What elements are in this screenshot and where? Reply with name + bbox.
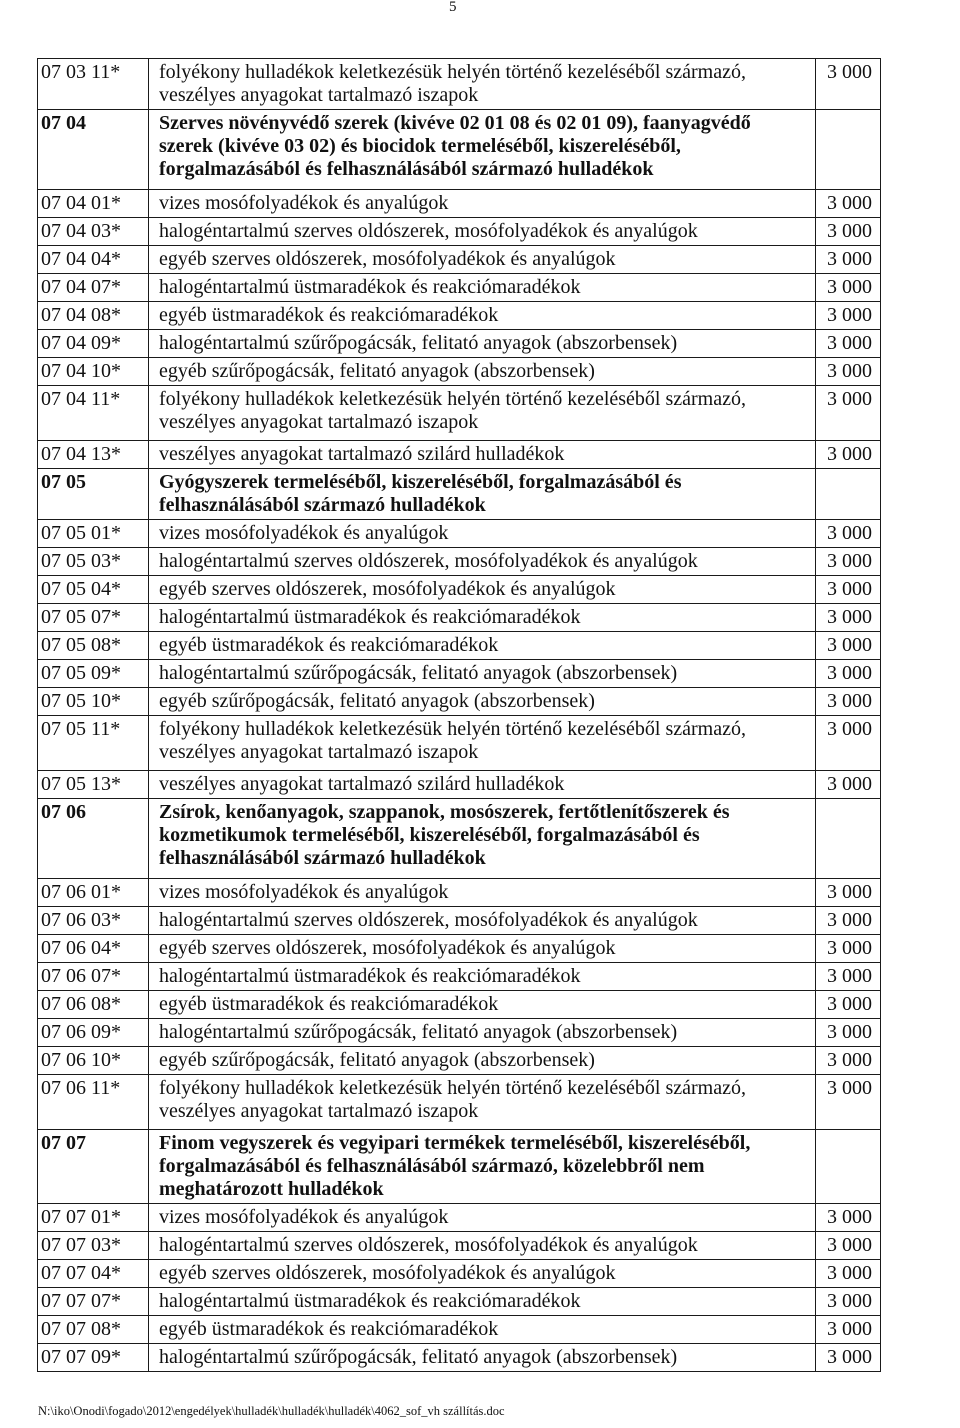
description: [149, 963, 816, 991]
category-code: 07 04: [38, 110, 149, 190]
table-row: [38, 520, 881, 548]
description: [149, 1316, 816, 1344]
description: [149, 274, 816, 302]
quantity: 3 000: [816, 771, 881, 799]
description-line: folyékony hulladékok keletkezésük helyén történő kezeléséből származó,: [159, 718, 746, 740]
table-row: [38, 1316, 881, 1344]
table-row: [38, 991, 881, 1019]
waste-code: 07 06 01*: [38, 879, 149, 907]
quantity: 3 000: [816, 548, 881, 576]
category-row: [38, 799, 881, 879]
waste-code: 07 07 01*: [38, 1204, 149, 1232]
description: [149, 1019, 816, 1047]
table-row: [38, 386, 881, 441]
description: [149, 688, 816, 716]
description-line: halogéntartalmú szűrőpogácsák, felitató anyagok (abszorbensek): [159, 662, 678, 684]
quantity: 3 000: [816, 59, 881, 110]
quantity: [816, 469, 881, 520]
quantity: 3 000: [816, 935, 881, 963]
description-line: egyéb üstmaradékok és reakciómaradékok: [159, 634, 499, 656]
quantity: 3 000: [816, 1288, 881, 1316]
table-row: [38, 1232, 881, 1260]
waste-code: 07 05 11*: [38, 716, 149, 771]
quantity: 3 000: [816, 330, 881, 358]
quantity: 3 000: [816, 1316, 881, 1344]
description-line: halogéntartalmú szűrőpogácsák, felitató anyagok (abszorbensek): [159, 1021, 678, 1043]
description-line: egyéb szűrőpogácsák, felitató anyagok (abszorbensek): [159, 360, 595, 382]
table-row: [38, 441, 881, 469]
table-row: [38, 688, 881, 716]
description: [149, 1288, 816, 1316]
waste-code: 07 06 08*: [38, 991, 149, 1019]
table-row: [38, 1019, 881, 1047]
description-line: folyékony hulladékok keletkezésük helyén történő kezeléséből származó,: [159, 388, 746, 410]
waste-code: 07 07 03*: [38, 1232, 149, 1260]
waste-code: 07 04 10*: [38, 358, 149, 386]
waste-code: 07 06 04*: [38, 935, 149, 963]
quantity: 3 000: [816, 520, 881, 548]
waste-code: 07 04 09*: [38, 330, 149, 358]
waste-code: 07 05 08*: [38, 632, 149, 660]
table-row: [38, 716, 881, 771]
table-row: [38, 190, 881, 218]
quantity: 3 000: [816, 218, 881, 246]
category-title-line: Gyógyszerek termeléséből, kiszereléséből, forgalmazásából és: [159, 471, 682, 493]
description: [149, 330, 816, 358]
description-line: halogéntartalmú szűrőpogácsák, felitató anyagok (abszorbensek): [159, 1346, 678, 1368]
quantity: 3 000: [816, 576, 881, 604]
description-line: vizes mosófolyadékok és anyalúgok: [159, 192, 449, 214]
description-line: egyéb üstmaradékok és reakciómaradékok: [159, 993, 499, 1015]
waste-code: 07 06 09*: [38, 1019, 149, 1047]
description: [149, 716, 816, 771]
waste-code: 07 05 04*: [38, 576, 149, 604]
table-row: [38, 302, 881, 330]
table-row: [38, 879, 881, 907]
description-line: halogéntartalmú üstmaradékok és reakciómaradékok: [159, 965, 581, 987]
category-row: [38, 469, 881, 520]
category-title-line: Finom vegyszerek és vegyipari termékek termeléséből, kiszereléséből,: [159, 1132, 751, 1154]
description: [149, 1260, 816, 1288]
quantity: 3 000: [816, 879, 881, 907]
category-title-line: forgalmazásából és felhasználásából származó hulladékok: [159, 158, 654, 180]
quantity: [816, 799, 881, 879]
quantity: 3 000: [816, 1019, 881, 1047]
quantity: [816, 110, 881, 190]
waste-code: 07 05 10*: [38, 688, 149, 716]
waste-code: 07 05 07*: [38, 604, 149, 632]
description-line: egyéb szerves oldószerek, mosófolyadékok és anyalúgok: [159, 248, 616, 270]
quantity: 3 000: [816, 1232, 881, 1260]
table-row: [38, 218, 881, 246]
waste-code: 07 05 09*: [38, 660, 149, 688]
description-line: folyékony hulladékok keletkezésük helyén történő kezeléséből származó,: [159, 61, 746, 83]
quantity: 3 000: [816, 604, 881, 632]
waste-code: 07 06 03*: [38, 907, 149, 935]
description: [149, 632, 816, 660]
quantity: 3 000: [816, 1047, 881, 1075]
quantity: 3 000: [816, 632, 881, 660]
waste-code: 07 04 13*: [38, 441, 149, 469]
quantity: 3 000: [816, 991, 881, 1019]
table-row: [38, 576, 881, 604]
description: [149, 771, 816, 799]
quantity: 3 000: [816, 274, 881, 302]
description-line: vizes mosófolyadékok és anyalúgok: [159, 522, 449, 544]
description-line: vizes mosófolyadékok és anyalúgok: [159, 1206, 449, 1228]
table-row: [38, 358, 881, 386]
category-title-line: kozmetikumok termeléséből, kiszereléséből, forgalmazásából és: [159, 824, 700, 846]
description: [149, 1047, 816, 1075]
table-row: [38, 330, 881, 358]
table-row: [38, 1075, 881, 1130]
waste-code: 07 04 03*: [38, 218, 149, 246]
table-row: [38, 771, 881, 799]
quantity: 3 000: [816, 660, 881, 688]
description-line: egyéb szerves oldószerek, mosófolyadékok és anyalúgok: [159, 578, 616, 600]
description: [149, 879, 816, 907]
quantity: 3 000: [816, 1204, 881, 1232]
category-title: [149, 1130, 816, 1204]
quantity: 3 000: [816, 1075, 881, 1130]
waste-code: 07 03 11*: [38, 59, 149, 110]
description: [149, 59, 816, 110]
description-line: egyéb üstmaradékok és reakciómaradékok: [159, 304, 499, 326]
table-row: [38, 1260, 881, 1288]
table-row: [38, 1047, 881, 1075]
waste-code: 07 04 07*: [38, 274, 149, 302]
category-title: [149, 469, 816, 520]
category-title-line: szerek (kivéve 03 02) és biocidok termeléséből, kiszereléséből,: [159, 135, 681, 157]
description: [149, 1344, 816, 1372]
waste-code: 07 06 10*: [38, 1047, 149, 1075]
file-path-footer: N:\iko\Onodi\fogado\2012\engedélyek\hulladék\hulladék\hulladék\4062_sof_vh szállítás.doc: [38, 1404, 505, 1418]
category-title-line: felhasználásából származó hulladékok: [159, 847, 486, 869]
table-row: [38, 660, 881, 688]
description-line: halogéntartalmú üstmaradékok és reakciómaradékok: [159, 606, 581, 628]
waste-code: 07 07 07*: [38, 1288, 149, 1316]
description-line: egyéb szerves oldószerek, mosófolyadékok és anyalúgok: [159, 937, 616, 959]
quantity: 3 000: [816, 1260, 881, 1288]
category-title-line: forgalmazásából és felhasználásából származó, közelebbről nem: [159, 1155, 705, 1177]
table-row: [38, 548, 881, 576]
table-row: [38, 59, 881, 110]
waste-code: 07 06 11*: [38, 1075, 149, 1130]
quantity: 3 000: [816, 907, 881, 935]
category-title: [149, 799, 816, 879]
waste-code: 07 05 13*: [38, 771, 149, 799]
description-line: veszélyes anyagokat tartalmazó iszapok: [159, 411, 479, 433]
waste-code: 07 04 11*: [38, 386, 149, 441]
table-row: [38, 632, 881, 660]
table-row: [38, 963, 881, 991]
description-line: egyéb üstmaradékok és reakciómaradékok: [159, 1318, 499, 1340]
description: [149, 520, 816, 548]
description: [149, 604, 816, 632]
description-line: halogéntartalmú szerves oldószerek, mosófolyadékok és anyalúgok: [159, 909, 698, 931]
table-row: [38, 1204, 881, 1232]
description: [149, 548, 816, 576]
description-line: halogéntartalmú üstmaradékok és reakciómaradékok: [159, 276, 581, 298]
quantity: 3 000: [816, 441, 881, 469]
description: [149, 907, 816, 935]
description-line: egyéb szerves oldószerek, mosófolyadékok és anyalúgok: [159, 1262, 616, 1284]
description-line: halogéntartalmú szerves oldószerek, mosófolyadékok és anyalúgok: [159, 220, 698, 242]
description: [149, 441, 816, 469]
category-code: 07 05: [38, 469, 149, 520]
waste-code: 07 05 03*: [38, 548, 149, 576]
description: [149, 190, 816, 218]
waste-code: 07 07 04*: [38, 1260, 149, 1288]
description: [149, 386, 816, 441]
category-title-line: Zsírok, kenőanyagok, szappanok, mosószerek, fertőtlenítőszerek és: [159, 801, 730, 823]
quantity: 3 000: [816, 386, 881, 441]
quantity: 3 000: [816, 716, 881, 771]
category-code: 07 07: [38, 1130, 149, 1204]
description-line: halogéntartalmú szerves oldószerek, mosófolyadékok és anyalúgok: [159, 550, 698, 572]
category-title: [149, 110, 816, 190]
page-number: 5: [449, 0, 457, 15]
description-line: veszélyes anyagokat tartalmazó iszapok: [159, 1100, 479, 1122]
description-line: veszélyes anyagokat tartalmazó iszapok: [159, 741, 479, 763]
table-row: [38, 1344, 881, 1372]
description: [149, 1232, 816, 1260]
description-line: halogéntartalmú szerves oldószerek, mosófolyadékok és anyalúgok: [159, 1234, 698, 1256]
description: [149, 991, 816, 1019]
waste-code: 07 04 01*: [38, 190, 149, 218]
description-line: halogéntartalmú szűrőpogácsák, felitató anyagok (abszorbensek): [159, 332, 678, 354]
table-row: [38, 246, 881, 274]
category-title-line: meghatározott hulladékok: [159, 1178, 384, 1200]
description: [149, 358, 816, 386]
waste-code: 07 07 08*: [38, 1316, 149, 1344]
category-title-line: Szerves növényvédő szerek (kivéve 02 01 08 és 02 01 09), faanyagvédő: [159, 112, 751, 134]
description: [149, 576, 816, 604]
quantity: 3 000: [816, 246, 881, 274]
description-line: veszélyes anyagokat tartalmazó szilárd hulladékok: [159, 773, 565, 795]
description: [149, 1204, 816, 1232]
category-row: [38, 110, 881, 190]
description-line: egyéb szűrőpogácsák, felitató anyagok (abszorbensek): [159, 690, 595, 712]
waste-code: 07 06 07*: [38, 963, 149, 991]
description-line: vizes mosófolyadékok és anyalúgok: [159, 881, 449, 903]
waste-code: 07 07 09*: [38, 1344, 149, 1372]
description: [149, 1075, 816, 1130]
waste-code: 07 04 08*: [38, 302, 149, 330]
description-line: halogéntartalmú üstmaradékok és reakciómaradékok: [159, 1290, 581, 1312]
description-line: veszélyes anyagokat tartalmazó iszapok: [159, 84, 479, 106]
waste-code-table: [37, 58, 881, 1372]
table-row: [38, 1288, 881, 1316]
description: [149, 660, 816, 688]
waste-code: 07 04 04*: [38, 246, 149, 274]
description-line: egyéb szűrőpogácsák, felitató anyagok (abszorbensek): [159, 1049, 595, 1071]
quantity: [816, 1130, 881, 1204]
category-title-line: felhasználásából származó hulladékok: [159, 494, 486, 516]
description: [149, 935, 816, 963]
quantity: 3 000: [816, 190, 881, 218]
description: [149, 302, 816, 330]
description-line: folyékony hulladékok keletkezésük helyén történő kezeléséből származó,: [159, 1077, 746, 1099]
table-row: [38, 907, 881, 935]
quantity: 3 000: [816, 302, 881, 330]
waste-code: 07 05 01*: [38, 520, 149, 548]
category-code: 07 06: [38, 799, 149, 879]
quantity: 3 000: [816, 963, 881, 991]
quantity: 3 000: [816, 358, 881, 386]
quantity: 3 000: [816, 1344, 881, 1372]
table-row: [38, 935, 881, 963]
table-row: [38, 274, 881, 302]
category-row: [38, 1130, 881, 1204]
description-line: veszélyes anyagokat tartalmazó szilárd hulladékok: [159, 443, 565, 465]
quantity: 3 000: [816, 688, 881, 716]
description: [149, 246, 816, 274]
table-row: [38, 604, 881, 632]
description: [149, 218, 816, 246]
